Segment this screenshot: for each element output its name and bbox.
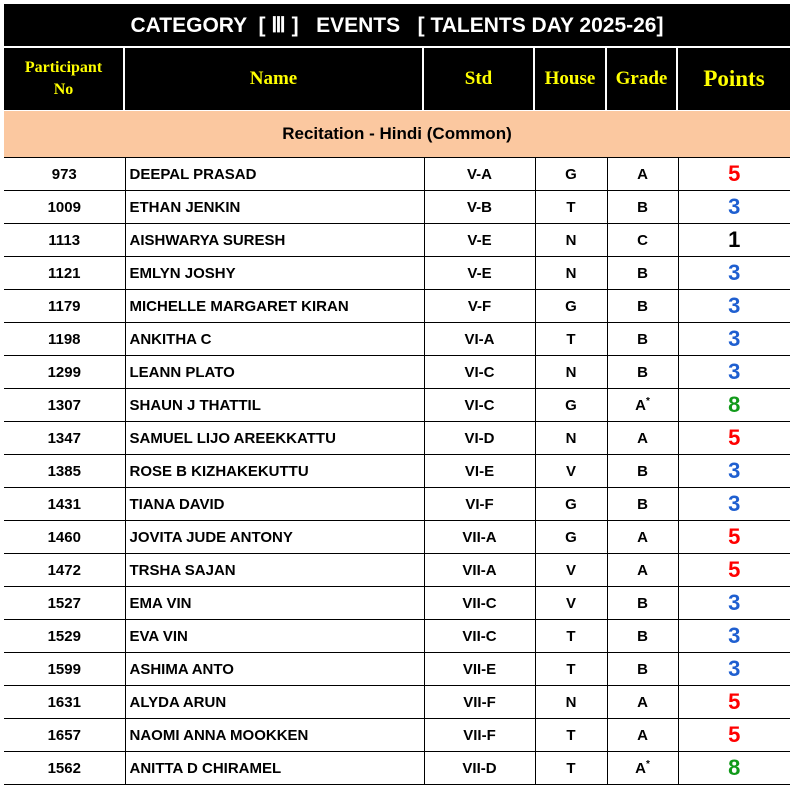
cell-house: G <box>535 488 607 521</box>
cell-house: V <box>535 554 607 587</box>
cell-grade: A <box>607 554 678 587</box>
cell-std: V-B <box>424 191 535 224</box>
cell-std: VI-F <box>424 488 535 521</box>
table-row <box>4 257 790 290</box>
cell-name: SAMUEL LIJO AREEKKATTU <box>125 422 424 455</box>
cell-grade: A <box>607 422 678 455</box>
table-row <box>4 488 790 521</box>
cell-participant-no: 1113 <box>4 224 125 257</box>
table-row <box>4 752 790 785</box>
cell-std: VII-C <box>424 620 535 653</box>
cell-points: 3 <box>678 290 790 323</box>
cell-house: T <box>535 719 607 752</box>
column-header-row <box>4 48 790 110</box>
table-row <box>4 389 790 422</box>
table-row <box>4 224 790 257</box>
cell-grade: A* <box>607 752 678 785</box>
cell-points: 3 <box>678 488 790 521</box>
cell-house: V <box>535 455 607 488</box>
cell-std: VI-D <box>424 422 535 455</box>
cell-name: TRSHA SAJAN <box>125 554 424 587</box>
cell-std: V-E <box>424 224 535 257</box>
cell-grade: B <box>607 257 678 290</box>
cell-points: 3 <box>678 323 790 356</box>
cell-participant-no: 1599 <box>4 653 125 686</box>
header-name: Name <box>125 48 424 110</box>
cell-house: T <box>535 191 607 224</box>
cell-points: 5 <box>678 719 790 752</box>
cell-std: VI-C <box>424 389 535 422</box>
cell-std: V-A <box>424 158 535 191</box>
cell-participant-no: 1009 <box>4 191 125 224</box>
cell-grade: B <box>607 323 678 356</box>
cell-participant-no: 1657 <box>4 719 125 752</box>
table-row <box>4 521 790 554</box>
cell-grade: A <box>607 158 678 191</box>
cell-participant-no: 973 <box>4 158 125 191</box>
cell-name: SHAUN J THATTIL <box>125 389 424 422</box>
cell-house: G <box>535 158 607 191</box>
cell-grade: B <box>607 191 678 224</box>
cell-std: V-F <box>424 290 535 323</box>
cell-house: V <box>535 587 607 620</box>
cell-grade: B <box>607 455 678 488</box>
cell-house: T <box>535 653 607 686</box>
cell-participant-no: 1460 <box>4 521 125 554</box>
cell-name: ALYDA ARUN <box>125 686 424 719</box>
cell-name: NAOMI ANNA MOOKKEN <box>125 719 424 752</box>
sheet-title: CATEGORY [ Ⅲ ] EVENTS [ TALENTS DAY 2025-26] <box>4 4 790 46</box>
cell-points: 3 <box>678 455 790 488</box>
cell-std: VI-A <box>424 323 535 356</box>
cell-participant-no: 1631 <box>4 686 125 719</box>
cell-points: 1 <box>678 224 790 257</box>
cell-participant-no: 1529 <box>4 620 125 653</box>
cell-house: N <box>535 257 607 290</box>
cell-participant-no: 1179 <box>4 290 125 323</box>
cell-name: AISHWARYA SURESH <box>125 224 424 257</box>
cell-name: EMA VIN <box>125 587 424 620</box>
cell-std: VII-A <box>424 521 535 554</box>
cell-points: 5 <box>678 554 790 587</box>
cell-house: N <box>535 422 607 455</box>
cell-std: VI-E <box>424 455 535 488</box>
cell-grade: A* <box>607 389 678 422</box>
header-grade: Grade <box>607 48 678 110</box>
cell-house: T <box>535 752 607 785</box>
cell-points: 3 <box>678 191 790 224</box>
cell-std: V-E <box>424 257 535 290</box>
cell-std: VII-F <box>424 719 535 752</box>
table-row <box>4 719 790 752</box>
cell-grade: B <box>607 488 678 521</box>
cell-house: N <box>535 224 607 257</box>
header-participant-no: Participant No <box>4 48 125 110</box>
cell-std: VII-F <box>424 686 535 719</box>
table-row <box>4 620 790 653</box>
table-row <box>4 323 790 356</box>
cell-house: T <box>535 323 607 356</box>
table-row <box>4 455 790 488</box>
section-heading: Recitation - Hindi (Common) <box>4 111 790 158</box>
cell-points: 5 <box>678 158 790 191</box>
cell-name: ANITTA D CHIRAMEL <box>125 752 424 785</box>
table-row <box>4 554 790 587</box>
cell-participant-no: 1562 <box>4 752 125 785</box>
cell-points: 3 <box>678 587 790 620</box>
cell-points: 8 <box>678 752 790 785</box>
cell-points: 3 <box>678 620 790 653</box>
table-row <box>4 356 790 389</box>
cell-grade: B <box>607 587 678 620</box>
cell-name: ANKITHA C <box>125 323 424 356</box>
cell-points: 3 <box>678 653 790 686</box>
cell-participant-no: 1347 <box>4 422 125 455</box>
cell-points: 8 <box>678 389 790 422</box>
cell-participant-no: 1385 <box>4 455 125 488</box>
cell-std: VII-A <box>424 554 535 587</box>
cell-name: ETHAN JENKIN <box>125 191 424 224</box>
header-std: Std <box>424 48 535 110</box>
cell-name: EMLYN JOSHY <box>125 257 424 290</box>
cell-house: N <box>535 686 607 719</box>
table-row <box>4 191 790 224</box>
table-row <box>4 686 790 719</box>
cell-name: EVA VIN <box>125 620 424 653</box>
cell-house: G <box>535 290 607 323</box>
table-row <box>4 290 790 323</box>
cell-grade: B <box>607 620 678 653</box>
cell-std: VII-C <box>424 587 535 620</box>
cell-std: VI-C <box>424 356 535 389</box>
header-house: House <box>535 48 607 110</box>
cell-name: MICHELLE MARGARET KIRAN <box>125 290 424 323</box>
cell-house: G <box>535 521 607 554</box>
cell-grade: B <box>607 653 678 686</box>
cell-house: N <box>535 356 607 389</box>
cell-points: 5 <box>678 686 790 719</box>
table-row <box>4 422 790 455</box>
cell-grade: A <box>607 719 678 752</box>
cell-points: 3 <box>678 257 790 290</box>
cell-points: 5 <box>678 422 790 455</box>
table-row <box>4 158 790 191</box>
cell-grade: B <box>607 356 678 389</box>
cell-participant-no: 1431 <box>4 488 125 521</box>
cell-name: LEANN PLATO <box>125 356 424 389</box>
cell-grade: C <box>607 224 678 257</box>
cell-grade: B <box>607 290 678 323</box>
cell-house: T <box>535 620 607 653</box>
cell-points: 3 <box>678 356 790 389</box>
cell-name: TIANA DAVID <box>125 488 424 521</box>
cell-name: JOVITA JUDE ANTONY <box>125 521 424 554</box>
cell-participant-no: 1472 <box>4 554 125 587</box>
results-table <box>4 158 790 785</box>
cell-std: VII-D <box>424 752 535 785</box>
cell-name: DEEPAL PRASAD <box>125 158 424 191</box>
cell-points: 5 <box>678 521 790 554</box>
table-row <box>4 587 790 620</box>
cell-grade: A <box>607 686 678 719</box>
cell-std: VII-E <box>424 653 535 686</box>
cell-participant-no: 1299 <box>4 356 125 389</box>
table-row <box>4 653 790 686</box>
cell-name: ROSE B KIZHAKEKUTTU <box>125 455 424 488</box>
cell-participant-no: 1307 <box>4 389 125 422</box>
cell-participant-no: 1121 <box>4 257 125 290</box>
cell-participant-no: 1198 <box>4 323 125 356</box>
header-points: Points <box>703 66 765 91</box>
cell-name: ASHIMA ANTO <box>125 653 424 686</box>
cell-grade: A <box>607 521 678 554</box>
cell-participant-no: 1527 <box>4 587 125 620</box>
cell-house: G <box>535 389 607 422</box>
